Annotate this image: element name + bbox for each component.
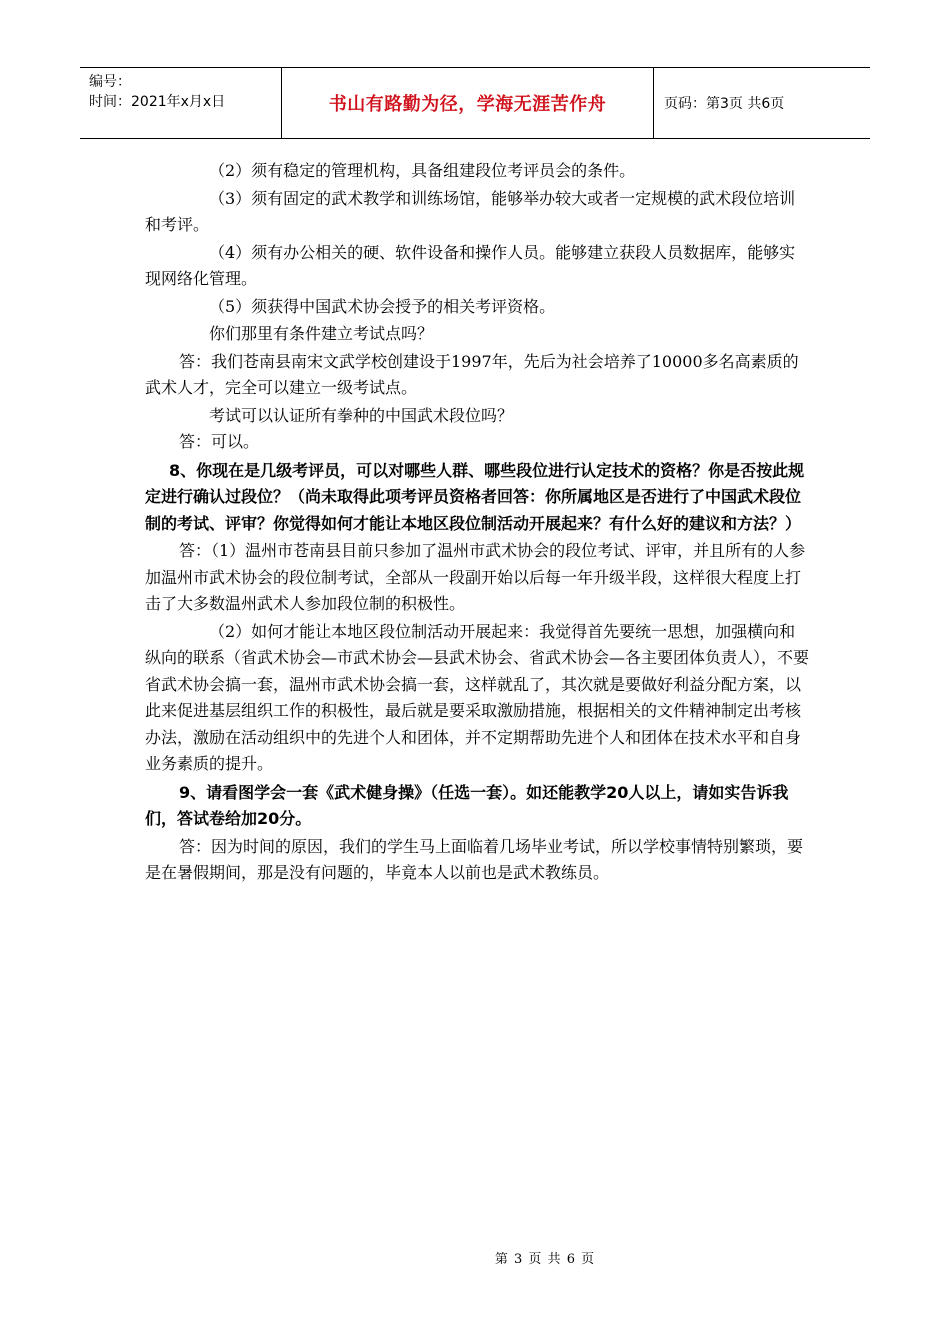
- header-meta: [80, 68, 282, 138]
- page-footer: [0, 1248, 950, 1267]
- page-header: [80, 67, 870, 139]
- answer-exam-site: 答：我们苍南县南宋文武学校创建设于1997年，先后为社会培养了10000多名高素质的武术人才，完全可以建立一级考试点。: [145, 351, 799, 397]
- answer-all-styles: 答：可以。: [179, 432, 260, 451]
- answer-8-part-1: 答：（1）温州市苍南县目前只参加了温州市武术协会的段位考试、评审，并且所有的人参加温州市武术协会的段位制考试，全部从一段副开始以后每一年升级半段，这样很大程度上打击了大多数温州武术人参加段位制的积极性。: [145, 541, 806, 613]
- paragraph-condition-5: （5）须获得中国武术协会授予的相关考评资格。: [209, 296, 556, 316]
- header-page-number: 页码：第3页 共6页: [664, 96, 785, 112]
- footer-page-number: 第 3 页 共 6 页: [494, 1252, 596, 1267]
- question-exam-site: 你们那里有条件建立考试点吗？: [209, 324, 434, 343]
- paragraph-condition-2: （2）须有稳定的管理机构，具备组建段位考评员会的条件。: [209, 161, 636, 180]
- answer-8-part-2: （2）如何才能让本地区段位制活动开展起来：我觉得首先要统一思想，加强横向和纵向的联系（省武术协会—市武术协会—县武术协会、省武术协会—各主要团体负责人），不要省武术协会搞一套，温州市武术协会搞一套，这样就乱了，其次就是要做好利益分配方案，以此来促进基层组织工作的积极性，最后就是要采取激励措施，根据相关的文件精神制定出考核办法，激励在活动组织中的先进个人和团体，并不定期帮助先进个人和团体在技术水平和自身业务素质的提升。: [145, 621, 810, 773]
- document-body: [145, 158, 810, 887]
- question-8: 8、你现在是几级考评员，可以对哪些人群、哪些段位进行认定技术的资格？你是否按此规定进行确认过段位？（尚未取得此项考评员资格者回答：你所属地区是否进行了中国武术段位制的考试、评审？你觉得如何才能让本地区段位制活动开展起来？有什么好的建议和方法？）: [145, 460, 805, 533]
- answer-9: 答：因为时间的原因，我们的学生马上面临着几场毕业考试，所以学校事情特别繁琐，要是在暑假期间，那是没有问题的，毕竟本人以前也是武术教练员。: [145, 836, 804, 882]
- document-number-label: 编号：: [89, 74, 131, 90]
- paragraph-condition-3: （3）须有固定的武术教学和训练场馆，能够举办较大或者一定规模的武术段位培训和考评。: [145, 188, 796, 234]
- question-9: 9、请看图学会一套《武术健身操》（任选一套）。如还能教学20人以上，请如实告诉我们，答试卷给加20分。: [145, 782, 789, 828]
- header-motto-cell: [282, 68, 654, 138]
- paragraph-condition-4: （4）须有办公相关的硬、软件设备和操作人员。能够建立获段人员数据库，能够实现网络化管理。: [145, 242, 796, 288]
- question-all-styles: 考试可以认证所有拳种的中国武术段位吗？: [209, 405, 514, 425]
- header-page-cell: [654, 68, 870, 138]
- document-date-label: 时间：2021年x月x日: [89, 94, 226, 110]
- header-motto: 书山有路勤为径，学海无涯苦作舟: [328, 94, 607, 115]
